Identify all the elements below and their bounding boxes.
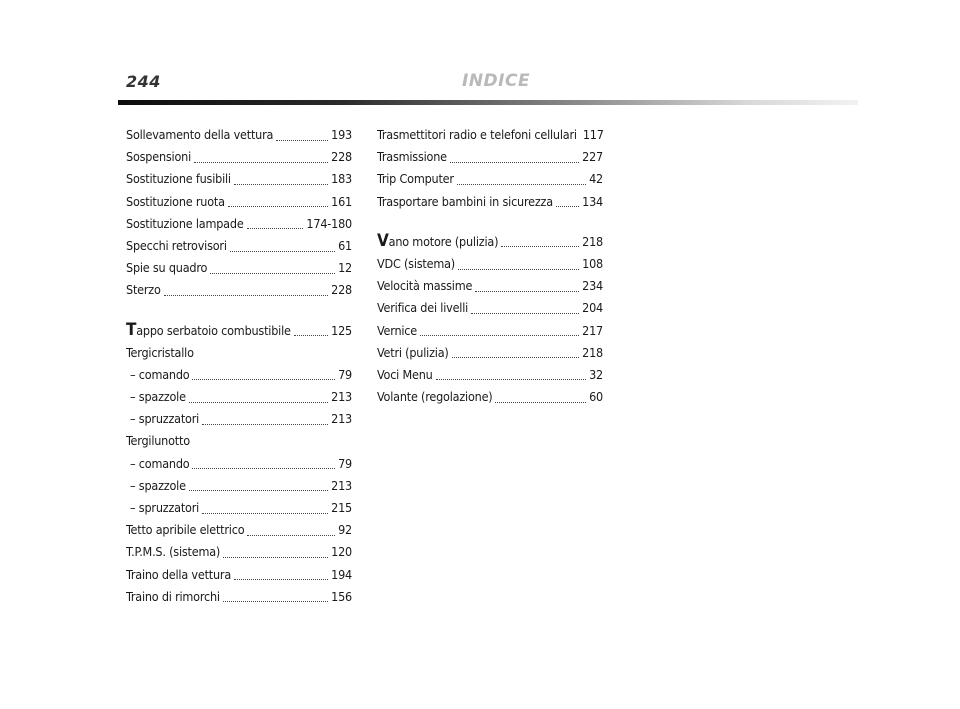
entry-page: 234 — [582, 278, 603, 294]
leader-dots — [192, 468, 335, 469]
index-heading — [126, 430, 352, 452]
entry-page: 125 — [331, 322, 352, 338]
entry-label: Traino di rimorchi — [126, 588, 220, 604]
leader-dots — [457, 184, 586, 185]
leader-dots — [458, 269, 579, 270]
entry-page: 161 — [331, 193, 352, 209]
drop-initial: V — [377, 230, 389, 251]
entry-label: Velocità massime — [377, 278, 473, 294]
leader-dots — [247, 228, 304, 229]
entry-label: Voci Menu — [377, 366, 433, 382]
index-entry — [126, 564, 352, 586]
leader-dots — [471, 313, 579, 314]
entry-page: 92 — [338, 522, 352, 538]
leader-dots — [420, 335, 579, 336]
leader-dots — [223, 557, 328, 558]
entry-page: 227 — [582, 149, 603, 165]
index-entry — [126, 124, 352, 146]
entry-label: Tetto apribile elettrico — [126, 522, 245, 538]
index-entry — [377, 231, 603, 253]
index-entry — [377, 191, 603, 213]
index-entry — [377, 253, 603, 275]
index-entry — [377, 146, 603, 168]
entry-label — [126, 320, 291, 342]
index-entry — [126, 586, 352, 608]
index-entry — [377, 168, 603, 190]
index-entry — [126, 257, 352, 279]
leader-dots — [450, 162, 579, 163]
entry-page: 193 — [331, 127, 352, 142]
entry-page: 12 — [338, 260, 352, 276]
index-entry — [126, 320, 352, 342]
index-heading — [126, 342, 352, 364]
leader-dots — [164, 295, 328, 296]
leader-dots — [230, 251, 335, 252]
entry-page: 228 — [331, 149, 352, 165]
entry-page: 215 — [331, 500, 352, 515]
entry-label-rest: appo serbatoio combustibile — [136, 322, 291, 338]
leader-dots — [436, 379, 587, 380]
entry-page: 213 — [331, 389, 352, 405]
entry-page: 228 — [331, 282, 352, 298]
drop-initial: T — [126, 319, 137, 340]
leader-dots — [247, 535, 335, 536]
leader-dots — [452, 357, 580, 358]
leader-dots — [202, 513, 328, 514]
entry-page: 194 — [331, 566, 352, 582]
leader-dots — [501, 246, 579, 247]
page-title: INDICE — [462, 71, 531, 91]
leader-dots — [192, 379, 335, 380]
entry-label: Trasmettitori radio e telefoni cellulari — [377, 127, 577, 142]
entry-page: 213 — [331, 411, 352, 427]
entry-label: – comando — [130, 366, 190, 382]
entry-page: 32 — [589, 366, 603, 382]
entry-label: Sterzo — [126, 282, 161, 298]
entry-label — [377, 231, 498, 253]
group-spacer — [377, 213, 603, 231]
index-entry — [126, 191, 352, 213]
group-spacer — [126, 302, 352, 320]
index-subentry — [126, 408, 352, 430]
entry-page: 134 — [582, 193, 603, 209]
entry-page: 117 — [582, 127, 604, 142]
index-entry — [377, 364, 603, 386]
index-column-right — [377, 124, 603, 408]
entry-label: Sostituzione lampade — [126, 215, 244, 231]
index-group-s — [126, 124, 352, 302]
entry-label: Vetri (pulizia) — [377, 344, 449, 360]
entry-label: – spruzzatori — [130, 411, 200, 427]
index-subentry — [126, 386, 352, 408]
entry-label: Verifica dei livelli — [377, 300, 469, 316]
index-entry — [377, 297, 603, 319]
index-group-t — [126, 320, 352, 608]
index-entry — [126, 519, 352, 541]
entry-label: Spie su quadro — [126, 260, 208, 276]
header-divider — [118, 100, 858, 105]
entry-page: 156 — [331, 588, 352, 604]
entry-page: 218 — [582, 233, 603, 249]
index-group-t-cont — [377, 124, 603, 213]
leader-dots — [294, 335, 328, 336]
leader-dots — [276, 140, 328, 141]
entry-page: 213 — [331, 477, 352, 493]
index-entry — [126, 168, 352, 190]
page-number: 244 — [126, 72, 161, 91]
leader-dots — [202, 424, 328, 425]
entry-page: 217 — [582, 322, 603, 338]
index-subentry — [126, 364, 352, 386]
entry-page: 60 — [589, 389, 603, 405]
entry-label: T.P.M.S. (sistema) — [126, 544, 221, 560]
entry-page: 79 — [338, 455, 352, 471]
entry-page: 42 — [589, 171, 603, 187]
entry-label: – comando — [130, 455, 190, 471]
leader-dots — [556, 206, 579, 207]
entry-label: – spruzzatori — [130, 500, 200, 515]
entry-page: 174-180 — [306, 215, 352, 231]
index-entry — [377, 342, 603, 364]
entry-label: Trasportare bambini in sicurezza — [377, 193, 553, 209]
entry-label: Trip Computer — [377, 171, 454, 187]
index-entry — [377, 275, 603, 297]
entry-label: Tergicristallo — [126, 344, 194, 360]
entry-label: Sostituzione fusibili — [126, 171, 231, 187]
index-entry — [126, 213, 352, 235]
entry-label: Trasmissione — [377, 149, 447, 165]
entry-label: Specchi retrovisori — [126, 237, 227, 253]
leader-dots — [234, 184, 328, 185]
leader-dots — [189, 402, 328, 403]
entry-page: 79 — [338, 366, 352, 382]
leader-dots — [194, 162, 328, 163]
entry-page: 108 — [582, 255, 603, 271]
entry-label: – spazzole — [130, 477, 186, 493]
entry-label: Vernice — [377, 322, 418, 338]
index-entry — [126, 541, 352, 563]
entry-label: Volante (regolazione) — [377, 389, 493, 405]
index-group-v — [377, 231, 603, 409]
entry-label-rest: ano motore (pulizia) — [388, 233, 499, 249]
entry-label: Sostituzione ruota — [126, 193, 225, 209]
entry-page: 218 — [582, 344, 603, 360]
leader-dots — [475, 291, 579, 292]
leader-dots — [234, 579, 328, 580]
index-entry — [377, 386, 603, 408]
entry-page: 204 — [582, 300, 603, 316]
entry-label: – spazzole — [130, 389, 186, 405]
entry-page: 183 — [331, 171, 352, 187]
leader-dots — [228, 206, 328, 207]
index-entry — [377, 320, 603, 342]
leader-dots — [223, 601, 328, 602]
entry-label: Sospensioni — [126, 149, 191, 165]
index-entry — [126, 235, 352, 257]
entry-page: 61 — [338, 237, 352, 253]
index-entry — [126, 146, 352, 168]
index-subentry — [126, 497, 352, 519]
entry-label: VDC (sistema) — [377, 255, 455, 271]
index-entry — [126, 279, 352, 301]
leader-dots — [495, 402, 586, 403]
leader-dots — [189, 490, 328, 491]
entry-label: Sollevamento della vettura — [126, 127, 274, 142]
index-subentry — [126, 475, 352, 497]
leader-dots — [210, 273, 335, 274]
entry-label: Tergilunotto — [126, 433, 190, 449]
entry-label: Traino della vettura — [126, 566, 232, 582]
index-subentry — [126, 453, 352, 475]
index-entry — [377, 124, 603, 146]
index-column-left — [126, 124, 352, 608]
entry-page: 120 — [331, 544, 352, 560]
